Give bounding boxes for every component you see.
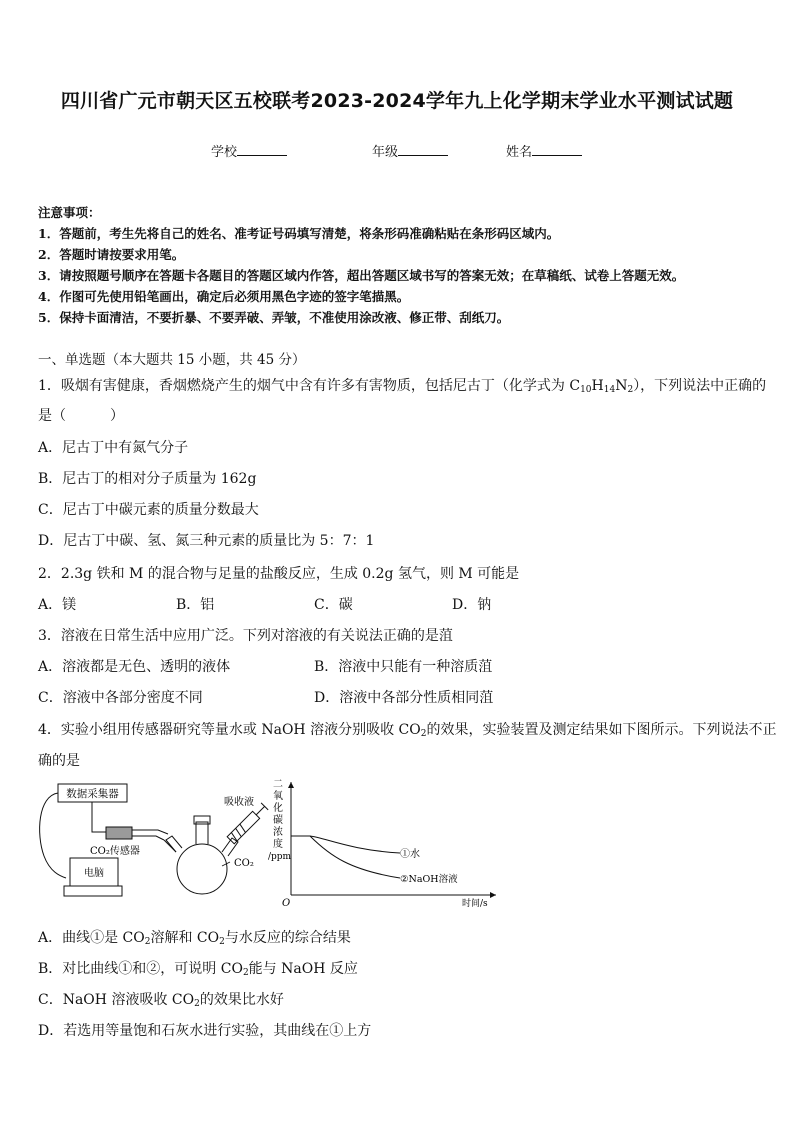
sensor-label: CO₂传感器 — [90, 846, 140, 857]
school-field: 学校 — [211, 141, 287, 160]
absorber-label: 吸收液 — [224, 797, 254, 808]
section-heading: 一、单选题（本大题共 15 小题，共 45 分） — [38, 352, 306, 368]
curve-water — [291, 836, 400, 853]
svg-text:氧: 氧 — [273, 791, 283, 802]
q2-option-a: A．镁 — [38, 597, 77, 613]
q4-option-b: B．对比曲线①和②，可说明 $CO_2$能与 NaOH 反应 — [38, 961, 358, 978]
svg-text:二: 二 — [273, 779, 283, 790]
page-title: 四川省广元市朝天区五校联考2023-2024学年九上化学期末学业水平测试试题 — [60, 90, 734, 112]
graph-x-label: 时间/s — [462, 899, 488, 909]
x-axis-arrow — [490, 892, 496, 898]
syringe — [227, 803, 268, 844]
notice-item-5: 5．保持卡面清洁，不要折暴、不要弄破、弄皱，不准使用涂改液、修正带、刮纸刀。 — [38, 310, 510, 325]
q3-option-d: D．溶液中各部分性质相同菹 — [314, 690, 494, 706]
q4-stem-cont: 确的是 — [38, 753, 80, 769]
cable-to-sensor — [92, 802, 106, 832]
svg-text:浓: 浓 — [273, 827, 283, 838]
notice-item-4: 4．作图可先使用铅笔画出，确定后必须用黑色字迹的签字笔描黑。 — [38, 289, 410, 304]
q3-option-c: C．溶液中各部分密度不同 — [38, 690, 203, 706]
flask-gas-label: CO₂ — [234, 858, 254, 869]
notice-item-1: 1．答题前，考生先将自己的姓名、准考证号码填写清楚，将条形码准确粘贴在条形码区域内。 — [38, 226, 560, 241]
q1-option-a: A．尼古丁中有氮气分子 — [38, 440, 189, 456]
curve-naoh-label: ②NaOH溶液 — [400, 874, 458, 885]
cable-to-computer — [40, 793, 66, 878]
graph-origin: O — [282, 898, 291, 909]
flask-neck — [196, 822, 208, 844]
q2-stem: 2．2.3g 铁和 M 的混合物与足量的盐酸反应，生成 0.2g 氢气，则 M 可能是 — [38, 566, 520, 582]
q3-stem: 3．溶液在日常生活中应用广泛。下列对溶液的有关说法正确的是菹 — [38, 628, 453, 644]
flask-side-neck-right — [222, 838, 238, 856]
notice-heading: 注意事项： — [38, 205, 101, 220]
computer-base — [64, 886, 122, 896]
q1-option-c: C．尼古丁中碳元素的质量分数最大 — [38, 502, 259, 518]
q2-option-d: D．钠 — [452, 597, 492, 613]
q1-option-d: D．尼古丁中碳、氢、氮三种元素的质量比为 5：7：1 — [38, 533, 375, 549]
q2-option-b: B．铝 — [176, 597, 215, 613]
notice-item-3: 3．请按照题号顺序在答题卡各题目的答题区域内作答，超出答题区域书写的答案无效；在草稿纸、试卷上答题无效。 — [38, 268, 685, 283]
notice-item-2: 2．答题时请按要求用笔。 — [38, 247, 185, 262]
q2-option-c: C．碳 — [314, 597, 353, 613]
name-field: 姓名 — [506, 141, 582, 160]
graph-y-label — [268, 779, 292, 862]
svg-text:度: 度 — [273, 839, 283, 850]
curve-water-label: ①水 — [400, 849, 420, 860]
q4-option-c: C．NaOH 溶液吸收 $CO_2$的效果比水好 — [38, 992, 284, 1009]
computer-label: 电脑 — [84, 868, 104, 879]
svg-text:碳: 碳 — [273, 815, 283, 826]
grade-field: 年级 — [372, 141, 448, 160]
flask-body — [177, 844, 227, 894]
curve-naoh — [310, 836, 400, 878]
q1-stem: 1．吸烟有害健康，香烟燃烧产生的烟气中含有许多有害物质，包括尼古丁（化学式为 $C_{10}H_{14}N_2$），下列说法中正确的 — [38, 378, 767, 395]
co2-sensor — [106, 827, 132, 839]
q4-stem: 4．实验小组用传感器研究等量水或 NaOH 溶液分别吸收 $CO_2$的效果，实验装置及测定结果如下图所示。下列说法不正 — [38, 722, 777, 739]
q4-option-a: A．曲线①是 $CO_2$溶解和 $CO_2$与水反应的综合结果 — [38, 930, 351, 947]
q4-option-d: D．若选用等量饱和石灰水进行实验，其曲线在①上方 — [38, 1023, 372, 1039]
q4-figure — [30, 774, 510, 914]
q1-option-b: B．尼古丁的相对分子质量为 162g — [38, 471, 257, 487]
y-axis-arrow — [288, 782, 294, 788]
q1-stem-cont: 是（ ） — [38, 408, 124, 424]
gas-tube — [132, 830, 168, 840]
data-collector-label: 数据采集器 — [66, 788, 119, 800]
svg-text:/ppm: /ppm — [268, 852, 292, 862]
svg-text:化: 化 — [273, 803, 283, 814]
q3-option-a: A．溶液都是无色、透明的液体 — [38, 659, 231, 675]
q3-option-b: B．溶液中只能有一种溶质菹 — [314, 659, 493, 675]
